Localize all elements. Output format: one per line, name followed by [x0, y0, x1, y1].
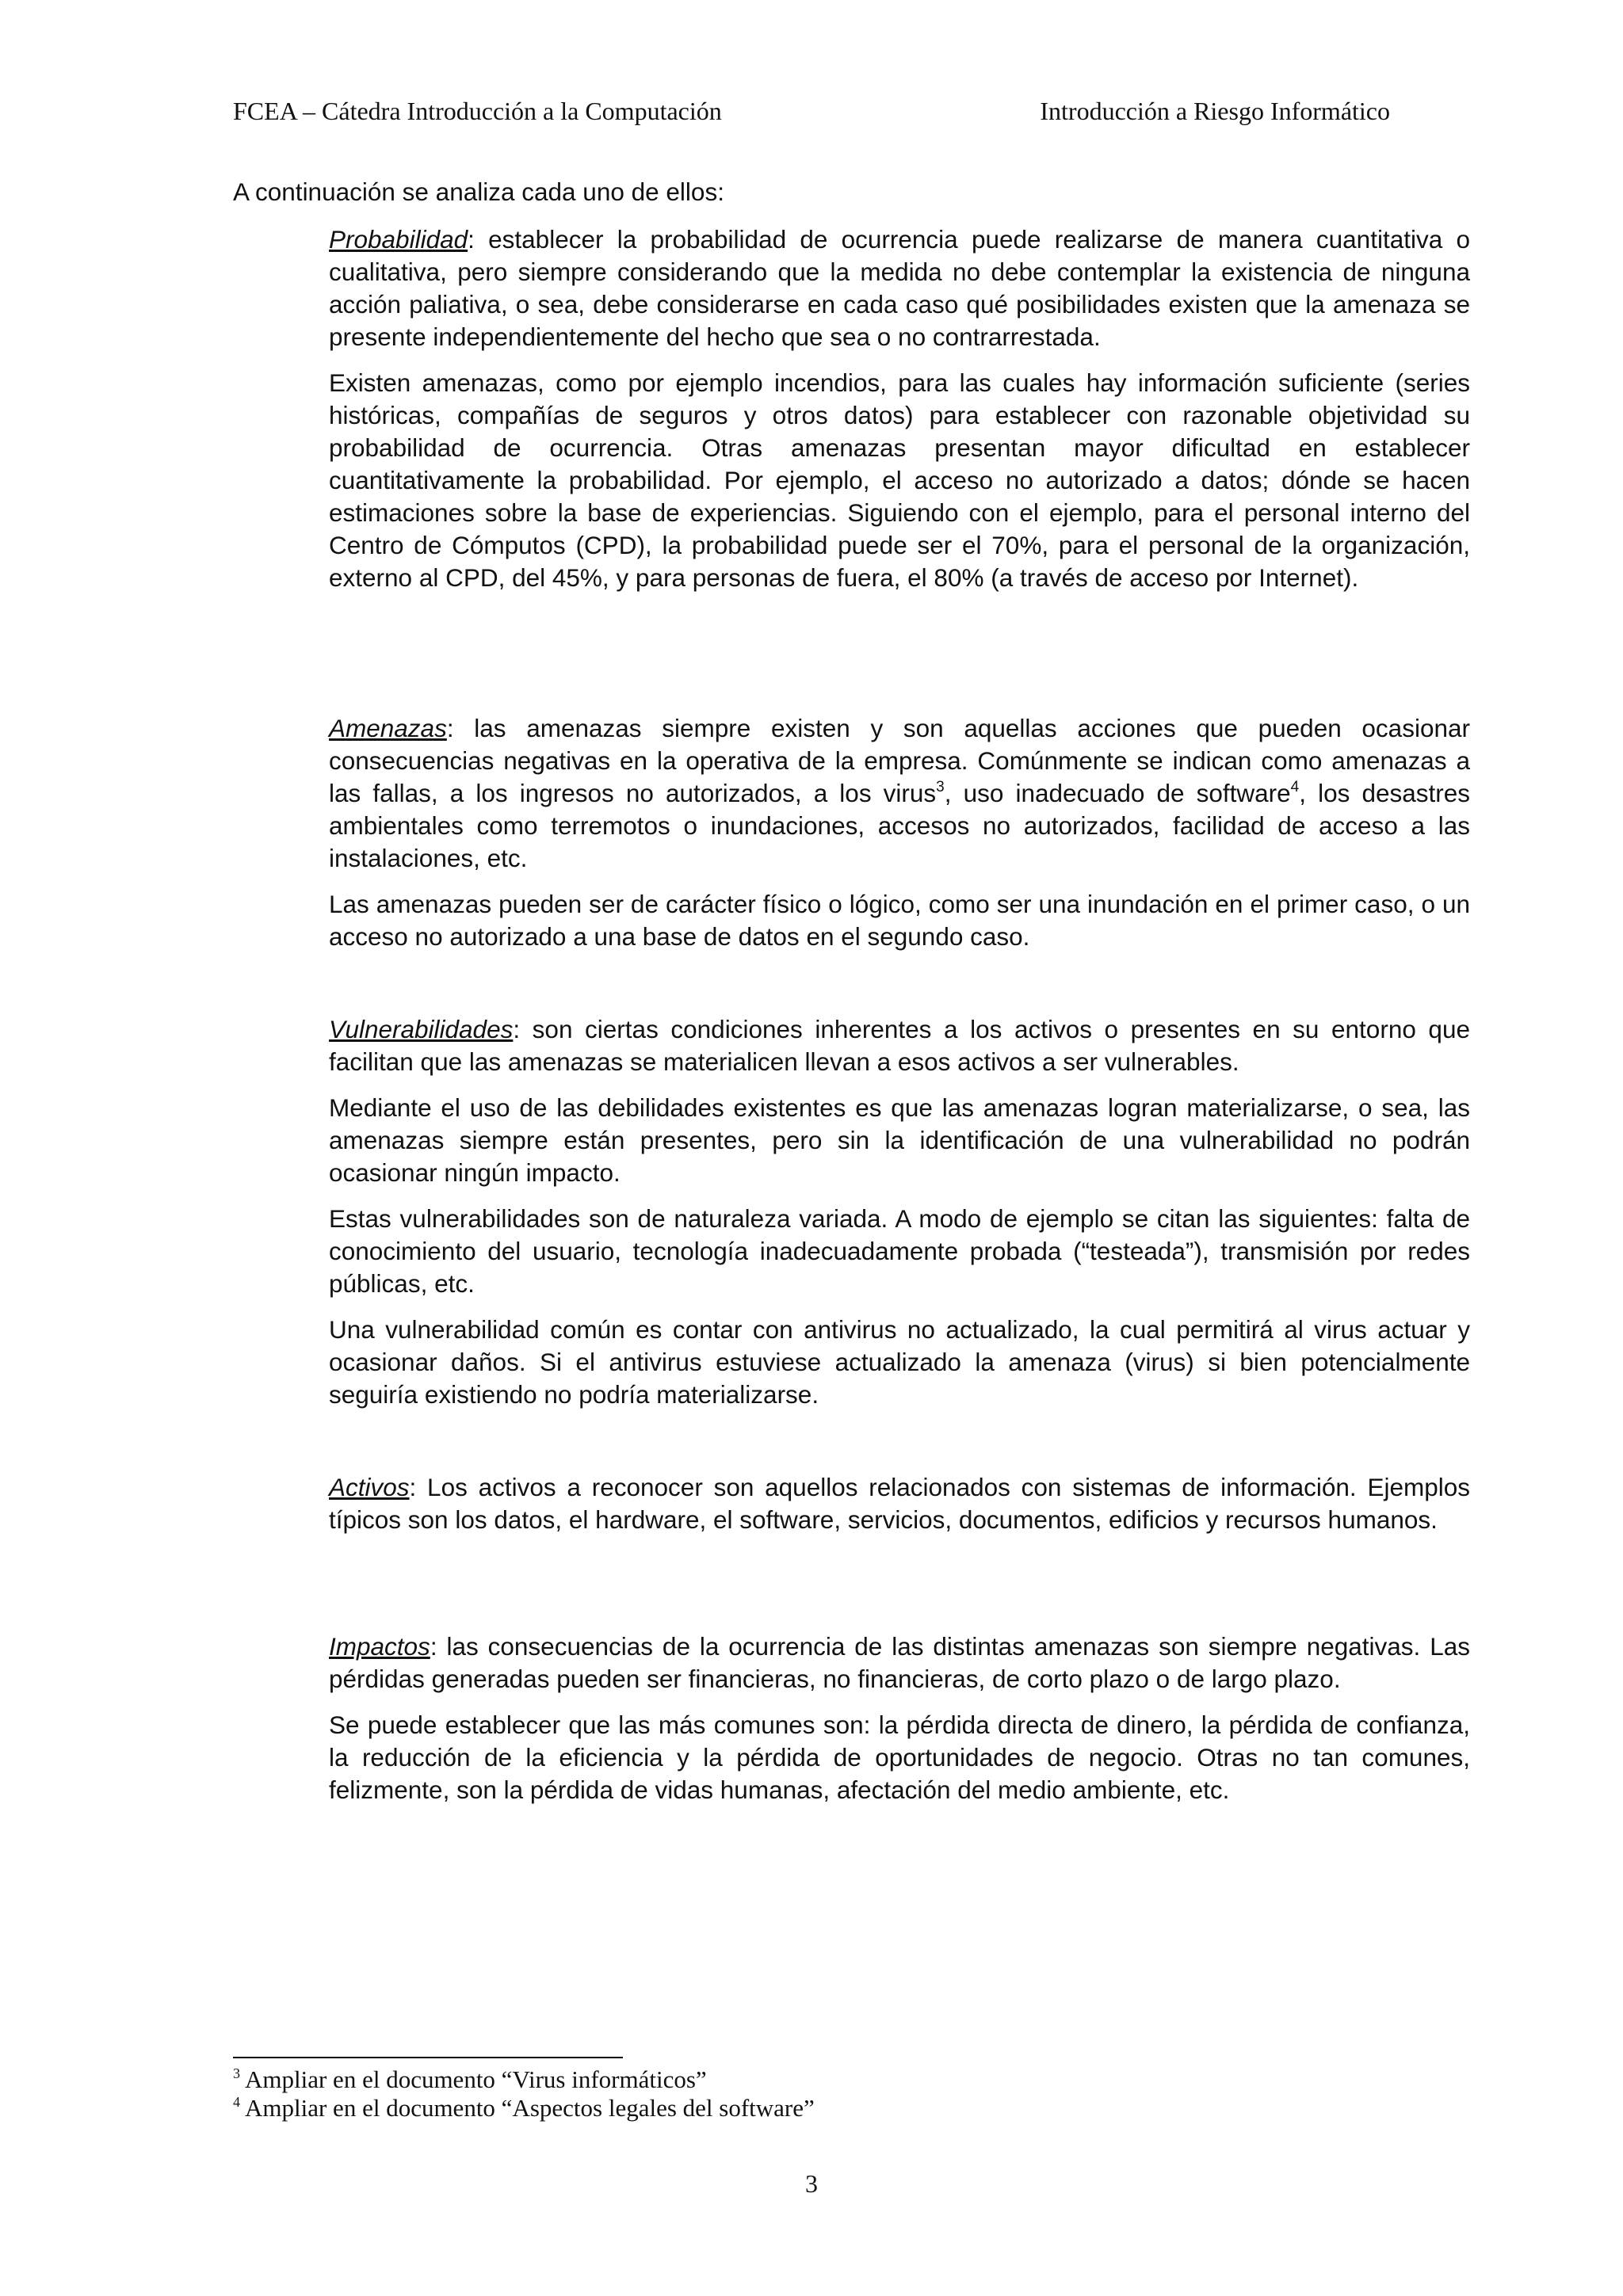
- amenazas-text-1a: : las amenazas siempre existen y son aquellas acciones que pueden ocasionar consecuencias negativas en la operativa de la empresa. Comúnmente se indican como amenazas a las fallas, a los ingresos no autorizados, a los virus: [329, 714, 1470, 807]
- footnote-separator: [233, 2057, 623, 2058]
- section-vulnerabilidades: [329, 1013, 1470, 1425]
- amenazas-text-1c: , los desastres ambientales como terremotos o inundaciones, accesos no autorizados, facilidad de acceso a las instalaciones, etc.: [329, 779, 1471, 872]
- vulnerabilidades-paragraph-1: [329, 1013, 1470, 1078]
- amenazas-paragraph-1: [329, 712, 1470, 875]
- probabilidad-paragraph-2: Existen amenazas, como por ejemplo incendios, para las cuales hay información suficiente (series históricas, compañías de seguros y otros datos) para establecer con razonable objetividad su probabilidad de ocurrencia. Otras amenazas presentan mayor dificultad en establecer cuantitativamente la probabilidad. Por ejemplo, el acceso no autorizado a datos; dónde se hacen estimaciones sobre la base de experiencias. Siguiendo con el ejemplo, para el personal interno del Centro de Cómputos (CPD), la probabilidad puede ser el 70%, para el personal de la organización, externo al CPD, del 45%, y para personas de fuera, el 80% (a través de acceso por Internet).: [329, 368, 1470, 592]
- term-activos: Activos: [329, 1473, 410, 1501]
- vulnerabilidades-paragraph-3: Estas vulnerabilidades son de naturaleza variada. A modo de ejemplo se citan las siguientes: falta de conocimiento del usuario, tecnología inadecuadamente probada (“testeada”), transmisión por redes públicas, etc.: [329, 1204, 1470, 1298]
- page-header: [233, 97, 1390, 133]
- section-activos: [329, 1471, 1470, 1550]
- term-probabilidad: Probabilidad: [329, 225, 468, 254]
- impactos-paragraph-2: Se puede establecer que las más comunes son: la pérdida directa de dinero, la pérdida de confianza, la reducción de la eficiencia y la pérdida de oportunidades de negocio. Otras no tan comunes, felizmente, son la pérdida de vidas humanas, afectación del medio ambiente, etc.: [329, 1711, 1470, 1804]
- activos-paragraph-1: [329, 1471, 1470, 1536]
- footnote-3: [233, 2065, 1263, 2094]
- footnote-4-text: Ampliar en el documento “Aspectos legales del software”: [245, 2094, 815, 2122]
- probabilidad-paragraph-1: [329, 223, 1470, 353]
- section-amenazas: [329, 712, 1470, 967]
- footnote-3-text: Ampliar en el documento “Virus informáticos”: [245, 2065, 707, 2093]
- footnote-ref-4: 4: [1290, 779, 1300, 795]
- term-impactos: Impactos: [329, 1632, 430, 1661]
- impactos-paragraph-1: [329, 1630, 1470, 1695]
- impactos-text-1: : las consecuencias de la ocurrencia de las distintas amenazas son siempre negativas. Las pérdidas generadas pueden ser financieras, no financieras, de corto plazo o de largo plazo.: [329, 1632, 1470, 1693]
- section-impactos: [329, 1630, 1470, 1820]
- vulnerabilidades-text-1: : son ciertas condiciones inherentes a los activos o presentes en su entorno que facilitan que las amenazas se materialicen llevan a esos activos a ser vulnerables.: [329, 1015, 1470, 1076]
- intro-line: A continuación se analiza cada uno de ellos:: [233, 177, 724, 206]
- page-number: 3: [805, 2169, 818, 2198]
- section-probabilidad: [329, 223, 1470, 608]
- footnote-ref-3: 3: [936, 779, 945, 795]
- activos-text-1: : Los activos a reconocer son aquellos relacionados con sistemas de información. Ejemplos típicos son los datos, el hardware, el software, servicios, documentos, edificios y recursos humanos.: [329, 1473, 1470, 1534]
- footnote-3-number: 3: [233, 2065, 240, 2081]
- vulnerabilidades-paragraph-4: Una vulnerabilidad común es contar con antivirus no actualizado, la cual permitirá al virus actuar y ocasionar daños. Si el antivirus estuviese actualizado la amenaza (virus) si bien potencialmente seguiría existiendo no podría materializarse.: [329, 1315, 1470, 1409]
- footnotes: [233, 2065, 1263, 2122]
- term-vulnerabilidades: Vulnerabilidades: [329, 1015, 514, 1043]
- term-amenazas: Amenazas: [329, 714, 447, 742]
- header-course: FCEA – Cátedra Introducción a la Computación: [233, 97, 722, 125]
- footnote-4-number: 4: [233, 2094, 240, 2110]
- probabilidad-text-1: : establecer la probabilidad de ocurrencia puede realizarse de manera cuantitativa o cualitativa, pero siempre considerando que la medida no debe contemplar la existencia de ninguna acción paliativa, o sea, debe considerarse en cada caso qué posibilidades existen que la amenaza se presente independientemente del hecho que sea o no contrarrestada.: [329, 225, 1470, 351]
- header-topic: Introducción a Riesgo Informático: [1040, 97, 1390, 125]
- vulnerabilidades-paragraph-2: Mediante el uso de las debilidades existentes es que las amenazas logran materializarse, o sea, las amenazas siempre están presentes, pero sin la identificación de una vulnerabilidad no podrán ocasionar ningún impacto.: [329, 1093, 1470, 1187]
- amenazas-text-1b: , uso inadecuado de software: [944, 779, 1291, 807]
- amenazas-paragraph-2: Las amenazas pueden ser de carácter físico o lógico, como ser una inundación en el primer caso, o un acceso no autorizado a una base de datos en el segundo caso.: [329, 890, 1470, 951]
- footnote-4: [233, 2094, 1263, 2122]
